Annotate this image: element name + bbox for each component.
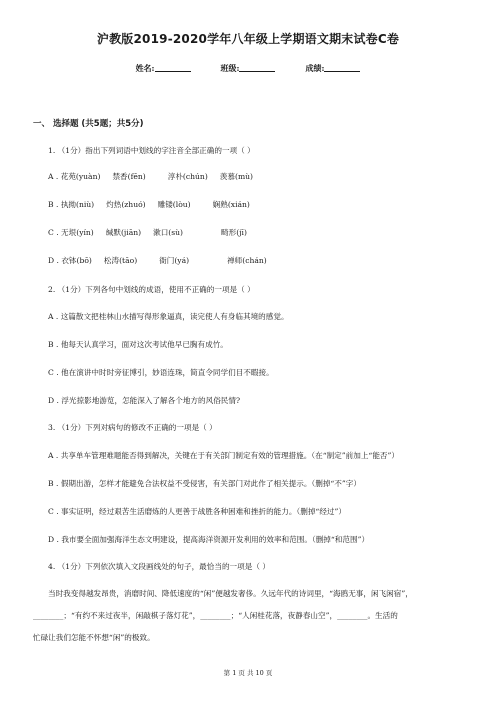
- name-label: 姓名:: [135, 63, 155, 73]
- student-info: [0, 63, 496, 74]
- name-field[interactable]: [136, 63, 191, 74]
- option-text: 畸形(jī): [221, 228, 247, 237]
- page-footer: 第 1 页 共 10 页: [223, 669, 273, 677]
- question-1-option-c[interactable]: [48, 228, 247, 238]
- question-3-option-a[interactable]: A . 共享单车管理难题能否得到解决，关键在于有关部门制定有效的管理措施。（在“制定”前加上“能否”）: [48, 451, 399, 460]
- option-text: 淳朴(chún): [167, 172, 208, 181]
- question-2-option-d[interactable]: D . 浮光掠影地游览，怎能深入了解各个地方的风俗民情?: [48, 396, 241, 405]
- question-2-option-a[interactable]: A . 这篇散文把桂林山水描写得形象逼真，读完使人有身临其境的感觉。: [48, 312, 289, 321]
- option-text: B . 执拗(niù): [48, 200, 95, 209]
- question-4-stem: 4. （1分）下列依次填入文段画线处的句子，最恰当的一项是（ ）: [48, 562, 270, 571]
- option-text: 缄默(jiān): [105, 228, 142, 237]
- question-1-option-a[interactable]: [48, 172, 253, 182]
- question-1-stem: 1. （1分）指出下列词语中划线的字注音全部正确的一项（ ）: [48, 146, 255, 155]
- name-blank[interactable]: [155, 63, 191, 72]
- question-1-option-b[interactable]: [48, 200, 250, 210]
- option-text: A . 花苑(yuàn): [48, 172, 101, 181]
- page-title: 沪教版2019-2020学年八年级上学期语文期末试卷C卷: [96, 32, 400, 46]
- class-label: 班级:: [220, 63, 240, 73]
- score-field[interactable]: [305, 63, 360, 74]
- section-heading: 一、 选择题 (共5题；共5分): [33, 119, 144, 129]
- question-2-option-b[interactable]: B . 他每天认真学习，面对这次考试他早已胸有成竹。: [48, 340, 228, 349]
- option-text: 禅师(chán): [227, 256, 267, 265]
- question-3-stem: 3. （1分）下列对病句的修改不正确的一项是（ ）: [48, 423, 217, 432]
- score-label: 成绩:: [305, 63, 325, 73]
- question-4-passage-line-3: 忙碌让我们怎能不怀想“闲”的极致。: [33, 633, 155, 642]
- option-text: 松涛(tāo): [103, 256, 138, 265]
- question-2-stem: 2. （1分）下列各句中划线的成语，使用不正确的一项是（ ）: [48, 285, 255, 294]
- option-text: C . 无垠(yín): [48, 228, 94, 237]
- score-blank[interactable]: [324, 63, 360, 72]
- class-blank[interactable]: [239, 63, 275, 72]
- question-1-option-d[interactable]: [48, 256, 267, 266]
- option-text: 雕镂(lòu): [157, 200, 191, 209]
- question-4-passage-line-1: 当时我变得越发昂贵，消磨时间、降低速度的“闲”便越发奢侈。久远年代的诗词里，“海鸥无事，闲飞闲宿”，: [48, 589, 413, 598]
- option-text: 灼热(zhuó): [106, 200, 146, 209]
- question-4-passage-line-2: ________；“有约不来过夜半，闲敲棋子落灯花”，________；“人闲桂花落，夜静春山空”，________。生活的: [33, 611, 398, 620]
- option-text: 娴熟(xián): [212, 200, 250, 209]
- question-3-option-d[interactable]: D . 我市要全面加强海洋生态文明建设，提高海洋资源开发利用的效率和范围。（删掉“和范围”）: [48, 535, 370, 544]
- question-3-option-c[interactable]: C . 事实证明，经过艰苦生活磨炼的人更善于战胜各种困难和挫折的能力。（删掉“经过”）: [48, 507, 346, 516]
- option-text: D . 衣钵(bō): [48, 256, 92, 265]
- class-field[interactable]: [221, 63, 276, 74]
- option-text: 漱口(sù): [153, 228, 184, 237]
- option-text: 衙门(yá): [159, 256, 190, 265]
- option-text: 羡慕(mù): [219, 172, 254, 181]
- option-text: 禁香(fēn): [112, 172, 146, 181]
- question-3-option-b[interactable]: B . 假期出游，怎样才能避免合法权益不受侵害，有关部门对此作了相关提示。（删掉“不”字）: [48, 479, 361, 488]
- question-2-option-c[interactable]: C . 他在演讲中时时旁征博引，妙语连珠，简直令同学们目不暇接。: [48, 368, 274, 377]
